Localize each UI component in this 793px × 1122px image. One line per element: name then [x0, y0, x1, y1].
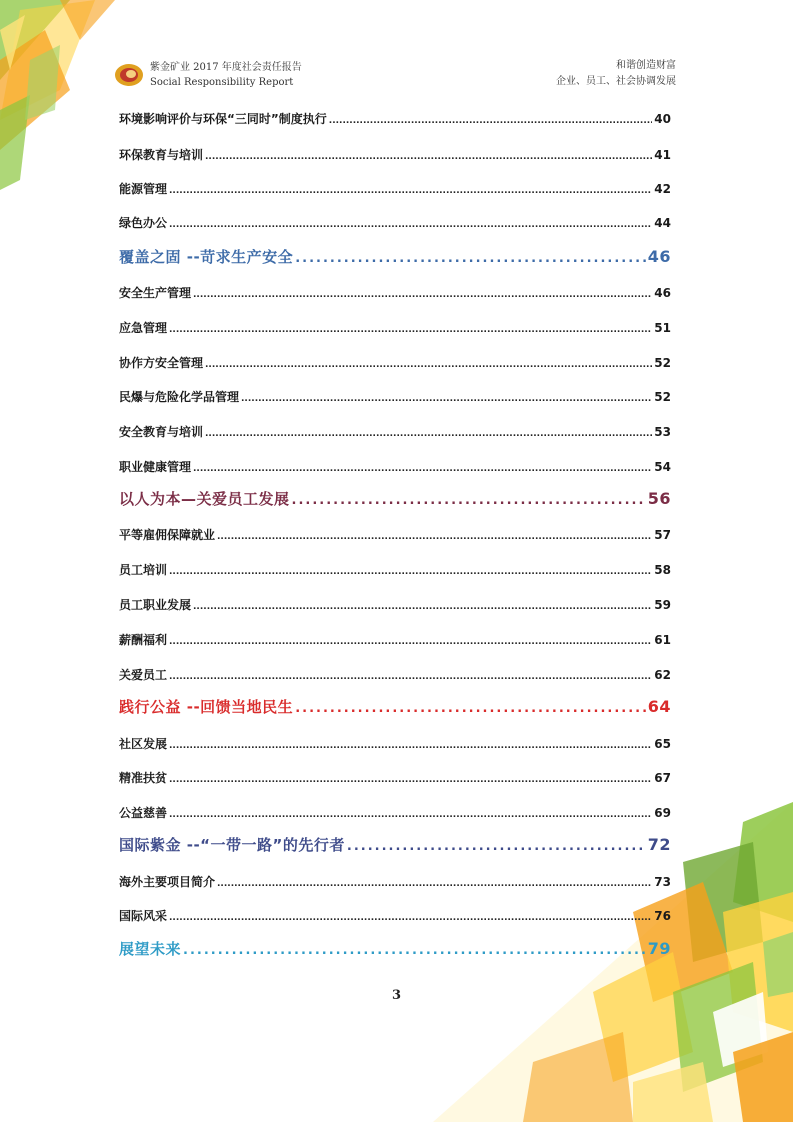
- toc-entry-title: 能源管理: [119, 182, 168, 196]
- toc-entry-page: 72: [647, 835, 671, 854]
- toc-entry-title: 国际风采: [119, 909, 168, 923]
- toc-dot-leader: [169, 810, 652, 820]
- toc-dot-leader: [347, 839, 646, 854]
- toc-entry-page: 61: [654, 633, 671, 647]
- toc-dot-leader: [329, 116, 653, 126]
- toc-section-entry[interactable]: [119, 769, 671, 786]
- toc-entry-title: 民爆与危险化学品管理: [119, 390, 240, 404]
- slogan-line-2: 企业、员工、社会协调发展: [556, 76, 676, 87]
- report-subtitle: Social Responsibility Report: [150, 77, 294, 88]
- header-right: [556, 58, 676, 90]
- toc-chapter-entry[interactable]: [119, 696, 671, 717]
- toc-entry-page: 44: [654, 216, 671, 230]
- toc-chapter-entry[interactable]: [119, 834, 671, 855]
- toc-section-entry[interactable]: [119, 873, 671, 890]
- toc-dot-leader: [169, 567, 652, 577]
- toc-entry-title: 精准扶贫: [119, 771, 168, 785]
- toc-entry-title: 公益慈善: [119, 806, 168, 820]
- toc-section-entry[interactable]: [119, 284, 671, 301]
- toc-entry-page: 59: [654, 598, 671, 612]
- toc-dot-leader: [169, 913, 652, 923]
- toc-section-entry[interactable]: [119, 907, 671, 924]
- toc-entry-title: 环保教育与培训: [119, 148, 204, 162]
- toc-entry-page: 65: [654, 737, 671, 751]
- page-number: 3: [391, 988, 402, 1003]
- toc-section-entry[interactable]: [119, 319, 671, 336]
- toc-entry-page: 57: [654, 528, 671, 542]
- toc-entry-page: 64: [647, 697, 671, 716]
- toc-section-entry[interactable]: [119, 388, 671, 405]
- toc-entry-title: 安全生产管理: [119, 286, 192, 300]
- toc-dot-leader: [205, 360, 652, 370]
- toc-dot-leader: [193, 464, 652, 474]
- toc-entry-page: 41: [654, 148, 671, 162]
- toc-dot-leader: [169, 325, 652, 335]
- header-left: [114, 58, 302, 92]
- toc-entry-title: 员工培训: [119, 563, 168, 577]
- report-title: 紫金矿业 2017 年度社会责任报告: [150, 62, 302, 73]
- toc-entry-page: 62: [654, 668, 671, 682]
- toc-dot-leader: [169, 186, 652, 196]
- toc-section-entry[interactable]: [119, 180, 671, 197]
- toc-entry-title: 协作方安全管理: [119, 356, 204, 370]
- toc-entry-page: 51: [654, 321, 671, 335]
- toc-entry-title: 覆盖之固 --苛求生产安全: [119, 248, 294, 266]
- toc-entry-page: 46: [647, 247, 671, 266]
- company-logo: [114, 62, 144, 88]
- slogan-line-1: 和谐创造财富: [616, 60, 676, 71]
- toc-entry-title: 薪酬福利: [119, 633, 168, 647]
- toc-section-entry[interactable]: [119, 631, 671, 648]
- toc-entry-title: 以人为本—关爱员工发展: [119, 490, 290, 508]
- toc-dot-leader: [295, 251, 646, 266]
- toc-entry-page: 67: [654, 771, 671, 785]
- toc-section-entry[interactable]: [119, 458, 671, 475]
- toc-entry-title: 国际紫金 --“一带一路”的先行者: [119, 836, 345, 854]
- decoration-top-left: [0, 0, 130, 200]
- toc-chapter-entry[interactable]: [119, 488, 671, 509]
- toc-section-entry[interactable]: [119, 423, 671, 440]
- toc-section-entry[interactable]: [119, 354, 671, 371]
- toc-section-entry[interactable]: [119, 735, 671, 752]
- toc-dot-leader: [169, 637, 652, 647]
- toc-entry-page: 76: [654, 909, 671, 923]
- toc-entry-title: 关爱员工: [119, 668, 168, 682]
- toc-dot-leader: [295, 701, 646, 716]
- toc-dot-leader: [193, 290, 652, 300]
- toc-dot-leader: [169, 775, 652, 785]
- toc-chapter-entry[interactable]: [119, 246, 671, 267]
- toc-entry-page: 46: [654, 286, 671, 300]
- toc-entry-page: 54: [654, 460, 671, 474]
- toc-entry-title: 员工职业发展: [119, 598, 192, 612]
- toc-entry-page: 69: [654, 806, 671, 820]
- toc-dot-leader: [183, 943, 646, 958]
- toc-section-entry[interactable]: [119, 561, 671, 578]
- toc-entry-title: 职业健康管理: [119, 460, 192, 474]
- toc-entry-title: 社区发展: [119, 737, 168, 751]
- toc-entry-title: 平等雇佣保障就业: [119, 528, 216, 542]
- toc-entry-title: 践行公益 --回馈当地民生: [119, 698, 294, 716]
- toc-dot-leader: [217, 879, 652, 889]
- toc-entry-title: 应急管理: [119, 321, 168, 335]
- toc-entry-title: 安全教育与培训: [119, 425, 204, 439]
- toc-dot-leader: [241, 394, 652, 404]
- toc-entry-title: 绿色办公: [119, 216, 168, 230]
- toc-section-entry[interactable]: [119, 666, 671, 683]
- toc-entry-page: 53: [654, 425, 671, 439]
- toc-entry-title: 海外主要项目简介: [119, 875, 216, 889]
- toc-chapter-entry[interactable]: [119, 938, 671, 959]
- toc-dot-leader: [169, 672, 652, 682]
- toc-entry-title: 展望未来: [119, 940, 182, 958]
- toc-dot-leader: [193, 602, 652, 612]
- toc-dot-leader: [205, 429, 652, 439]
- toc-entry-page: 73: [654, 875, 671, 889]
- toc-entry-page: 42: [654, 182, 671, 196]
- toc-section-entry[interactable]: [119, 526, 671, 543]
- toc-entry-page: 58: [654, 563, 671, 577]
- toc-entry-page: 79: [647, 939, 671, 958]
- toc-dot-leader: [169, 741, 652, 751]
- toc-entry-title: 环境影响评价与环保“三同时”制度执行: [119, 112, 327, 126]
- toc-dot-leader: [292, 493, 646, 508]
- toc-entry-page: 56: [647, 489, 671, 508]
- toc-entry-page: 40: [654, 112, 671, 126]
- toc-dot-leader: [169, 220, 652, 230]
- toc-dot-leader: [217, 532, 652, 542]
- toc-section-entry[interactable]: [119, 804, 671, 821]
- toc-section-entry[interactable]: [119, 596, 671, 613]
- toc-dot-leader: [205, 152, 652, 162]
- toc-entry-page: 52: [654, 390, 671, 404]
- toc-section-entry[interactable]: [119, 146, 671, 163]
- toc-entry-page: 52: [654, 356, 671, 370]
- toc-section-entry[interactable]: [119, 214, 671, 231]
- toc-section-entry[interactable]: [119, 110, 671, 127]
